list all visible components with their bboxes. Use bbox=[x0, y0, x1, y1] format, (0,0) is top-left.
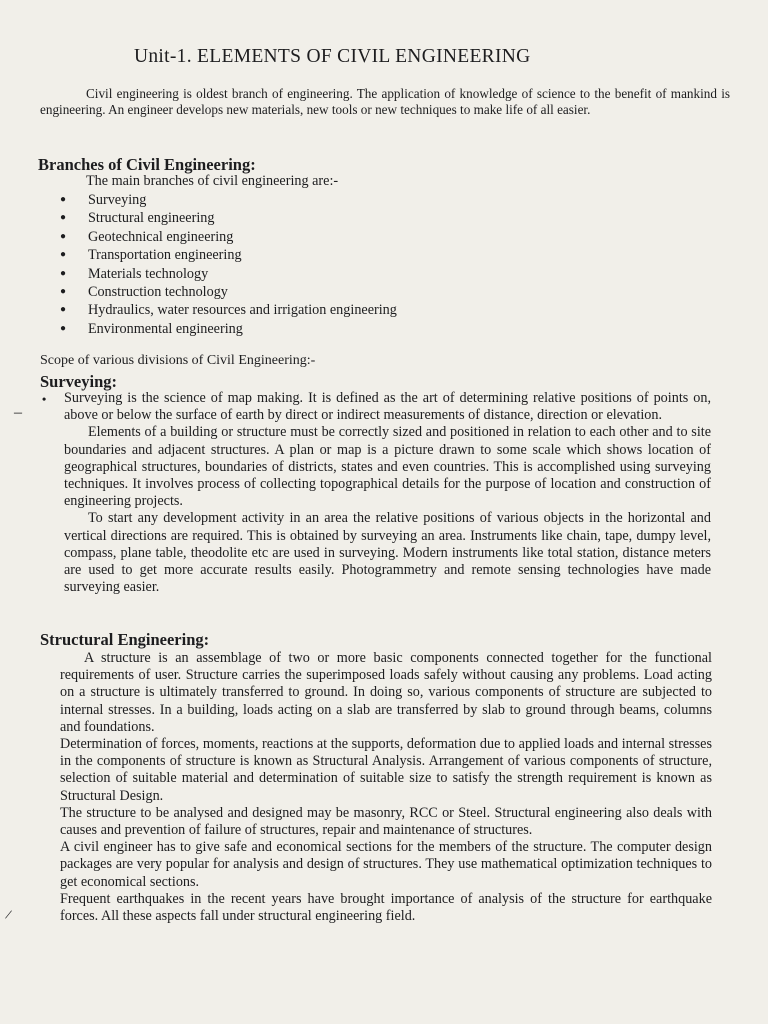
bullet-icon: ● bbox=[60, 304, 67, 316]
list-item: ● Surveying bbox=[60, 192, 147, 208]
bullet-icon: ● bbox=[60, 230, 67, 242]
surveying-paragraph-3: To start any development activity in an area the relative positions of various objects in the horizontal and vertical directions are required. This is obtained by surveying an area. Instruments like chain, tape, dumpy level, compass, plane table, theodolite etc are used in surveying. Modern instruments like total station, distance meters are used to get more accurate results easily. Photogrammetry and remote sensing technologies have made surveying easier. bbox=[64, 510, 711, 596]
intro-paragraph: Civil engineering is oldest branch of engineering. The application of knowledge of science to the benefit of mankind is engineering. An engineer develops new materials, new tools or new techniques to make life of all easier. bbox=[40, 86, 730, 117]
structural-paragraph-4: A civil engineer has to give safe and economical sections for the members of the structure. The computer design packages are very popular for analysis and design of structures. They use mathematical optimization techniques to get economical sections. bbox=[60, 839, 712, 890]
bullet-icon: • bbox=[42, 392, 47, 406]
structural-paragraph-3: The structure to be analysed and designed may be masonry, RCC or Steel. Structural engineering also deals with causes and prevention of failure of structures, repair and maintenance of structures. bbox=[60, 804, 712, 839]
structural-paragraph-2: Determination of forces, moments, reactions at the supports, deformation due to applied loads and internal stresses in the components of structure is known as Structural Analysis. Arrangement of various components of structure, selection of suitable material and determination of suitable size to satisfy the strength requirement is known as Structural Design. bbox=[60, 736, 712, 804]
surveying-section bbox=[64, 390, 711, 596]
list-item: ● Environmental engineering bbox=[60, 320, 243, 337]
list-item: ● Construction technology bbox=[60, 283, 228, 300]
surveying-heading: Surveying: bbox=[40, 372, 118, 391]
list-item: ● Structural engineering bbox=[60, 210, 215, 227]
structural-heading: Structural Engineering: bbox=[40, 630, 210, 649]
branches-list bbox=[56, 191, 456, 338]
structural-section bbox=[60, 650, 712, 925]
list-item: ● Materials technology bbox=[60, 265, 209, 282]
surveying-paragraph-1: Surveying is the science of map making. It is defined as the art of determining relative positions of points on, above or below the surface of earth by direct or indirect measurements of distance, direction or elevation. bbox=[64, 390, 711, 424]
margin-mark-icon: – bbox=[14, 404, 22, 421]
branches-heading: Branches of Civil Engineering: bbox=[38, 155, 256, 174]
list-item: ● Geotechnical engineering bbox=[60, 228, 234, 245]
list-item: ● Hydraulics, water resources and irrigation engineering bbox=[60, 302, 397, 319]
structural-paragraph-1: A structure is an assemblage of two or more basic components connected together for the functional requirements of user. Structure carries the superimposed loads safely without causing any problems. Load acting on a structure is ultimately transferred to ground. In doing so, various components of structure are subjected to internal stresses. In a building, loads acting on a slab are transferred by slab to ground through beams, columns and foundations. bbox=[60, 650, 712, 735]
branches-intro: The main branches of civil engineering are:- bbox=[86, 173, 339, 189]
list-item: ● Transportation engineering bbox=[60, 247, 242, 264]
bullet-icon: ● bbox=[60, 212, 67, 224]
bullet-icon: ● bbox=[60, 322, 67, 334]
bullet-icon: ● bbox=[60, 194, 67, 205]
bullet-icon: ● bbox=[60, 249, 67, 261]
bullet-icon: ● bbox=[60, 267, 67, 279]
scope-line: Scope of various divisions of Civil Engineering:- bbox=[40, 353, 316, 368]
surveying-paragraph-2: Elements of a building or structure must be correctly sized and positioned in relation to each other and to site boundaries and adjacent structures. A plan or map is a picture drawn to some scale which shows location of geographical structures, boundaries of districts, states and even countries. This is accomplished using surveying techniques. It involves process of collecting topographical details for the purpose of location and construction of engineering projects. bbox=[64, 424, 711, 510]
pen-mark-icon: / bbox=[3, 907, 13, 924]
page-title: Unit-1. ELEMENTS OF CIVIL ENGINEERING bbox=[134, 46, 531, 67]
bullet-icon: ● bbox=[60, 285, 67, 297]
structural-paragraph-5: Frequent earthquakes in the recent years have brought importance of analysis of the structure for earthquake forces. All these aspects fall under structural engineering field. bbox=[60, 890, 712, 925]
